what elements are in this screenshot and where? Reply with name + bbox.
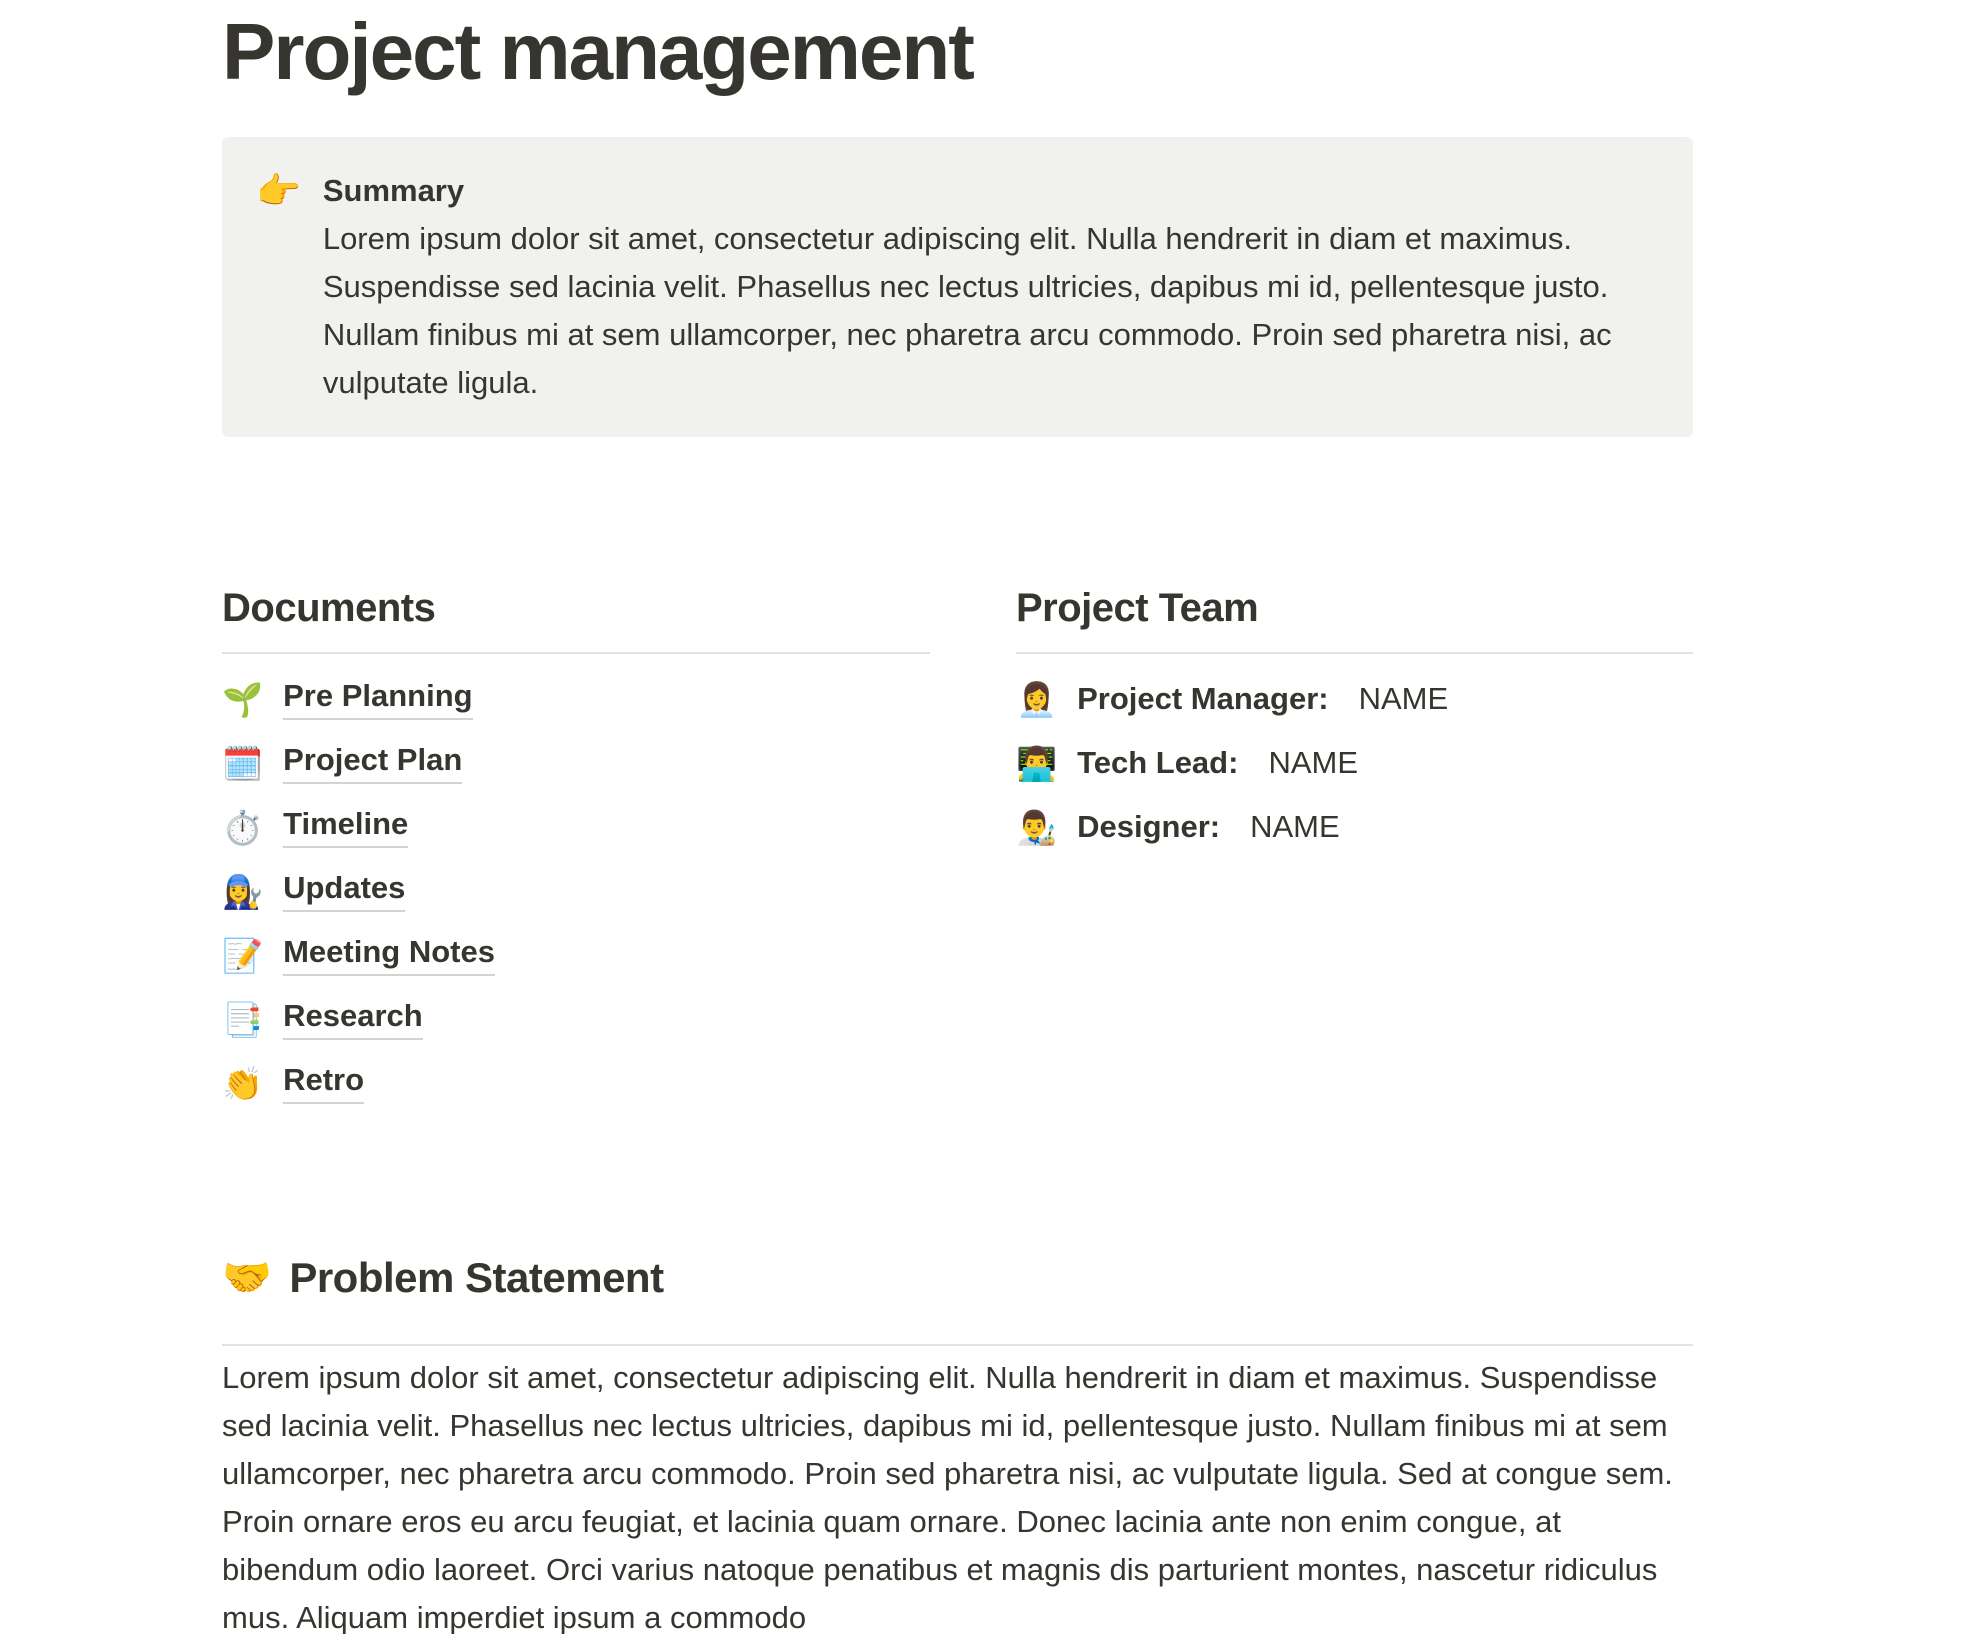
two-column-layout xyxy=(222,584,1693,1115)
clapping-hands-icon: 👏 xyxy=(222,1064,264,1102)
documents-column xyxy=(222,584,930,1115)
team-row-tech-lead xyxy=(1016,731,1693,795)
doc-row-meeting-notes xyxy=(222,923,930,987)
team-row-designer xyxy=(1016,795,1693,859)
memo-icon: 📝 xyxy=(222,936,264,974)
project-team-column xyxy=(1016,584,1693,1115)
spiral-calendar-icon: 🗓️ xyxy=(222,744,264,782)
designer-name: NAME xyxy=(1250,809,1340,844)
project-manager-name: NAME xyxy=(1358,681,1449,716)
problem-statement-divider xyxy=(222,1344,1693,1346)
doc-link-retro[interactable]: Retro xyxy=(283,1062,364,1104)
handshake-icon: 🤝 xyxy=(222,1256,272,1300)
documents-heading: Documents xyxy=(222,586,436,630)
doc-link-timeline[interactable]: Timeline xyxy=(283,806,408,848)
stopwatch-icon: ⏱️ xyxy=(222,808,264,846)
pointing-right-icon: 👉 xyxy=(256,170,301,211)
man-artist-icon: 👨‍🎨 xyxy=(1016,808,1058,846)
doc-row-project-plan xyxy=(222,731,930,795)
doc-link-meeting-notes[interactable]: Meeting Notes xyxy=(283,934,495,976)
doc-row-retro xyxy=(222,1051,930,1115)
project-team-list xyxy=(1016,667,1693,859)
problem-statement-heading-row xyxy=(222,1252,1693,1304)
doc-row-pre-planning xyxy=(222,667,930,731)
seedling-icon: 🌱 xyxy=(222,680,264,718)
documents-list xyxy=(222,667,930,1115)
man-technologist-icon: 👨‍💻 xyxy=(1016,744,1058,782)
doc-row-timeline xyxy=(222,795,930,859)
woman-mechanic-icon: 👩‍🔧 xyxy=(222,872,264,910)
summary-callout xyxy=(222,137,1693,437)
designer-role-label: Designer: xyxy=(1077,809,1221,844)
project-manager-role-label: Project Manager: xyxy=(1077,681,1329,716)
summary-callout-content xyxy=(323,167,1659,407)
summary-heading: Summary xyxy=(322,173,465,208)
doc-link-project-plan[interactable]: Project Plan xyxy=(283,742,462,784)
team-row-project-manager xyxy=(1016,667,1693,731)
documents-divider xyxy=(222,652,930,654)
doc-row-research xyxy=(222,987,930,1051)
tech-lead-role-label: Tech Lead: xyxy=(1077,745,1239,780)
project-team-divider xyxy=(1016,652,1693,654)
summary-text: Lorem ipsum dolor sit amet, consectetur adipiscing elit. Nulla hendrerit in diam et maximus. Suspendisse sed lacinia velit. Phasellus nec lectus ultricies, dapibus mi id, pellentesque justo. Nullam finibus mi at sem ullamcorper, nec pharetra arcu commodo. Proin sed pharetra nisi, ac vulputate ligula. xyxy=(322,221,1612,400)
page-title: Project management xyxy=(222,7,973,96)
doc-link-pre-planning[interactable]: Pre Planning xyxy=(283,678,472,720)
doc-link-updates[interactable]: Updates xyxy=(283,870,405,912)
bookmark-tabs-icon: 📑 xyxy=(222,1000,264,1038)
tech-lead-name: NAME xyxy=(1268,745,1359,780)
doc-link-research[interactable]: Research xyxy=(283,998,423,1040)
woman-office-worker-icon: 👩‍💼 xyxy=(1016,680,1058,718)
doc-row-updates xyxy=(222,859,930,923)
project-team-heading: Project Team xyxy=(1016,586,1259,630)
problem-statement-text: Lorem ipsum dolor sit amet, consectetur adipiscing elit. Nulla hendrerit in diam et maximus. Suspendisse sed lacinia velit. Phasellus nec lectus ultricies, dapibus mi id, pellentesque justo. Nullam finibus mi at sem ullamcorper, nec pharetra arcu commodo. Proin sed pharetra nisi, ac vulputate ligula. Sed at congue sem. Proin ornare eros eu arcu feugiat, et lacinia quam ornare. Donec lacinia ante non enim congue, at bibendum odio laoreet. Orci varius natoque penatibus et magnis dis parturient montes, nascetur ridiculus mus. Aliquam imperdiet ipsum a commodo xyxy=(222,1360,1673,1634)
problem-statement-heading: Problem Statement xyxy=(289,1254,664,1301)
